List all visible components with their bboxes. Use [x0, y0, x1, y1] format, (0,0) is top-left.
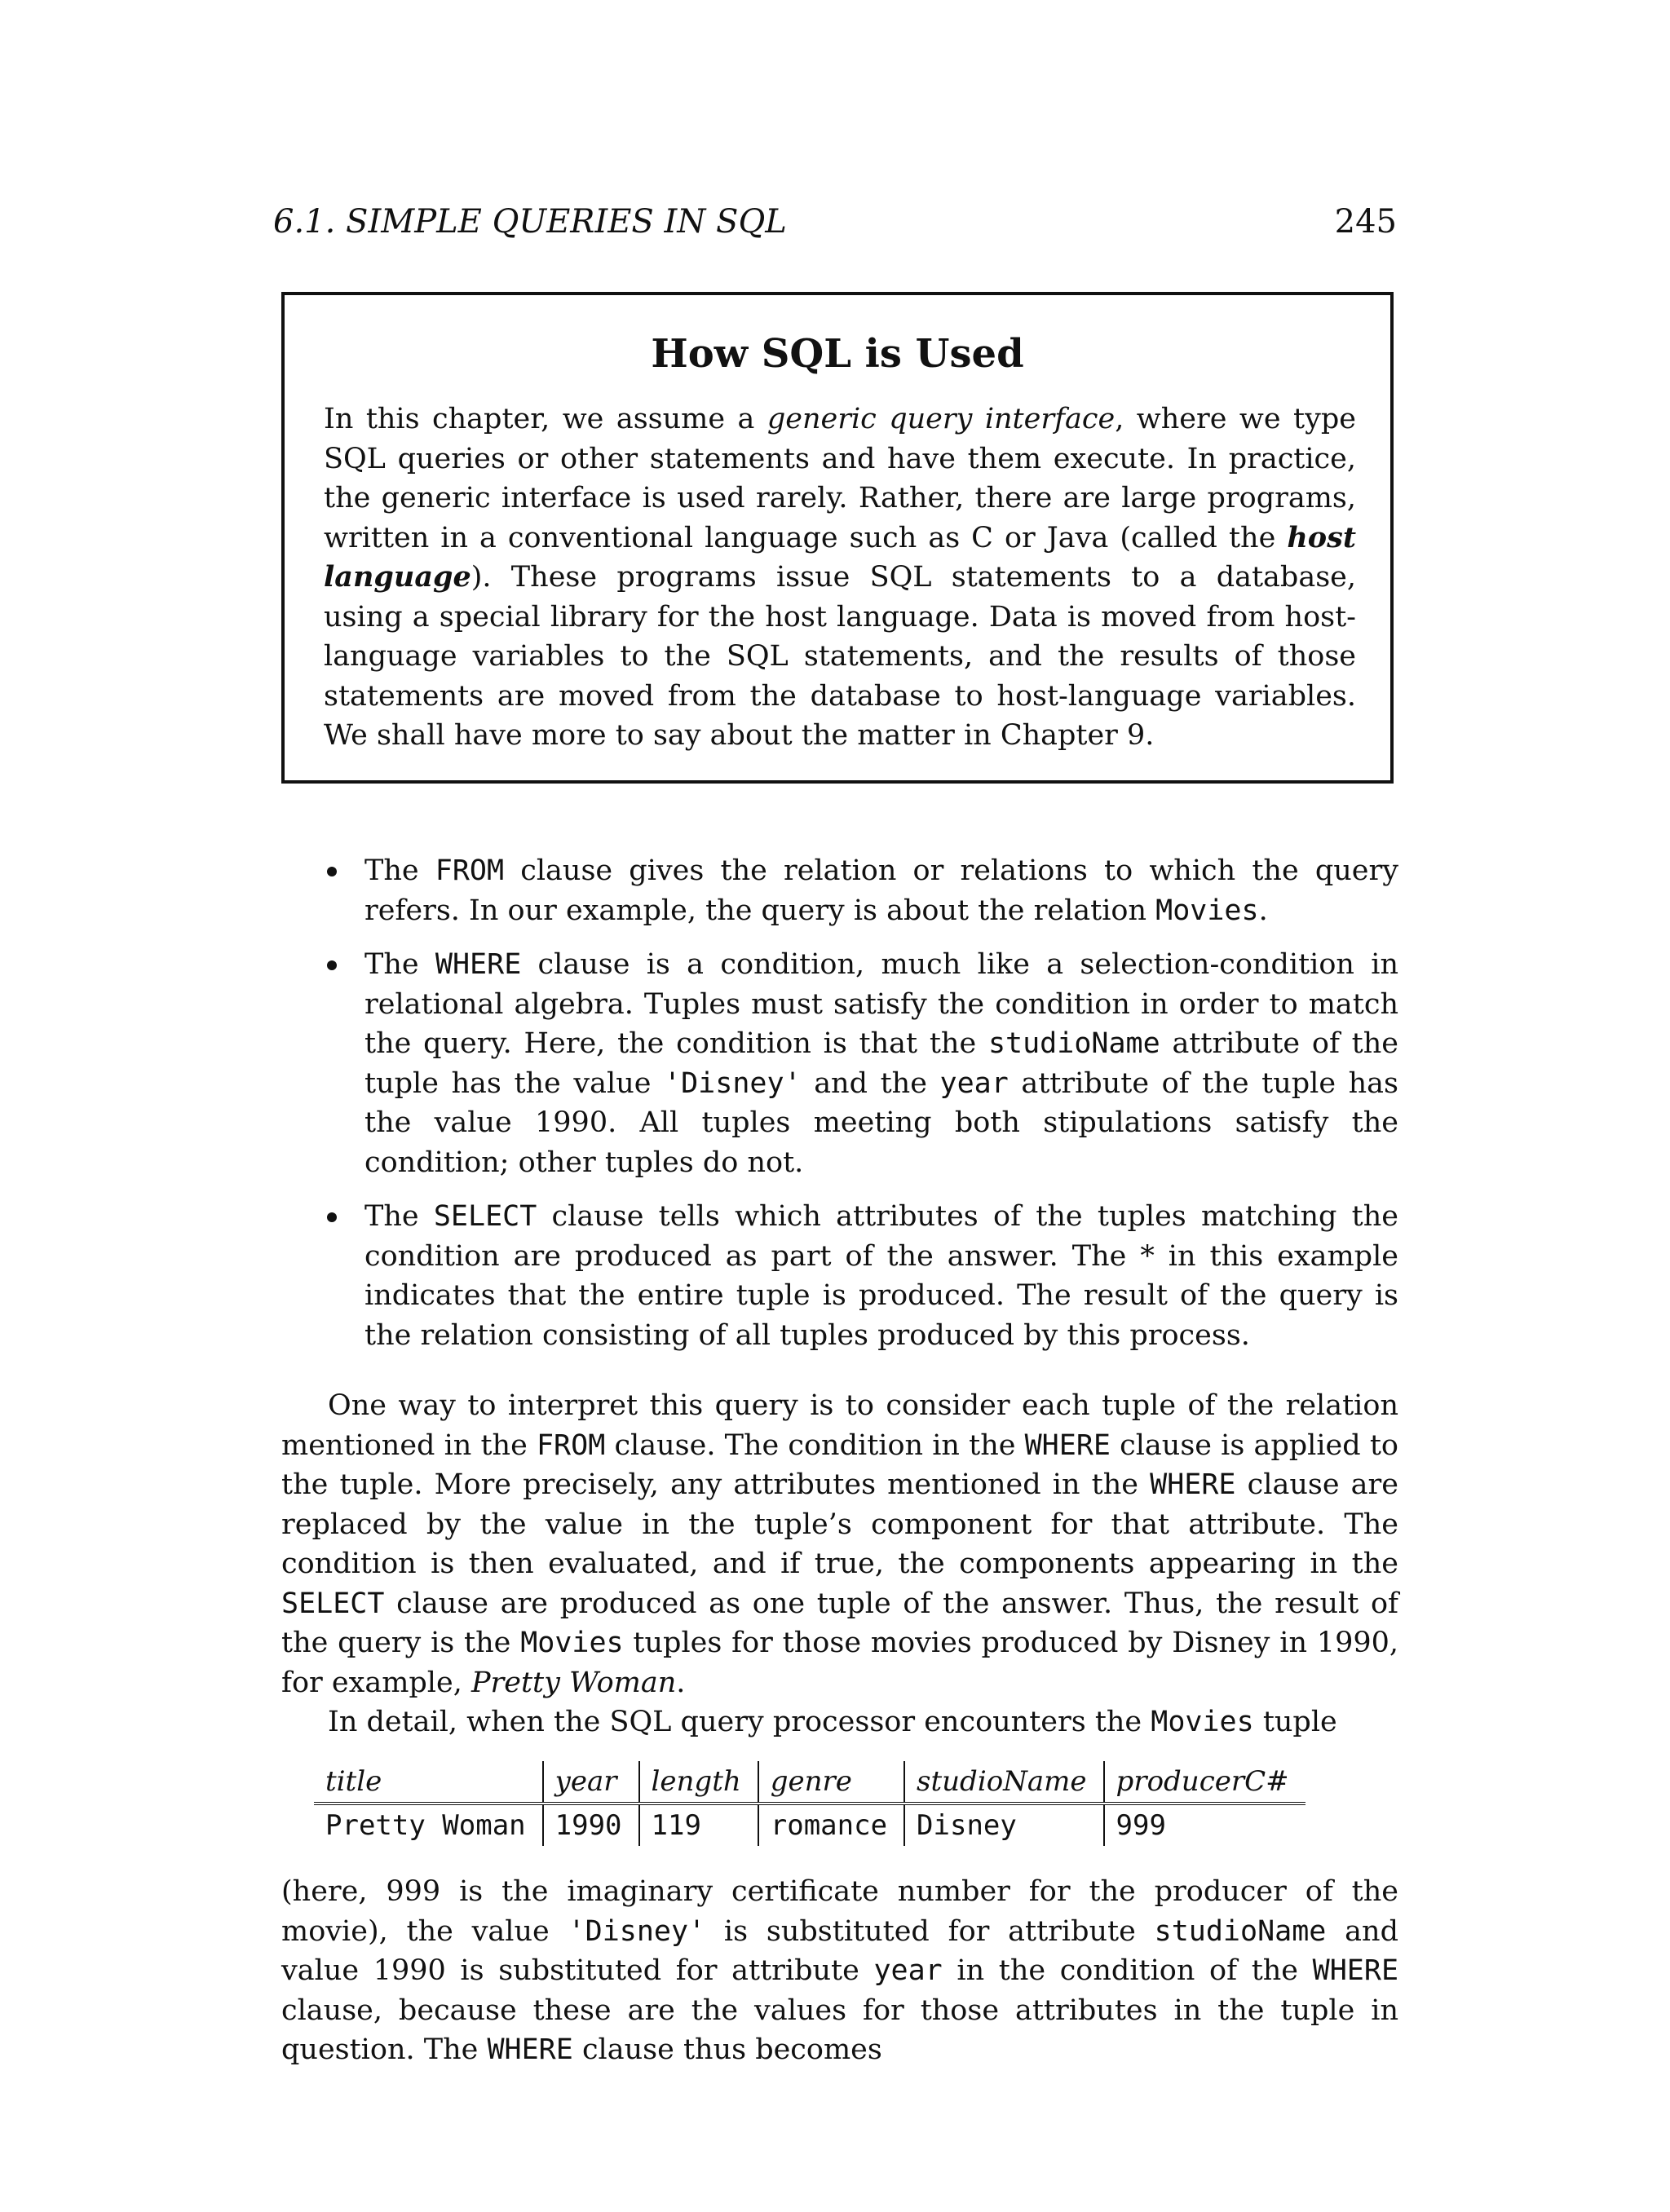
paragraph-substitution — [281, 1872, 1398, 2070]
paragraph-detail — [281, 1702, 1398, 1742]
keyword-from: FROM — [536, 1428, 606, 1462]
keyword-where: WHERE — [1312, 1954, 1399, 1987]
text-run: clause are replaced by the value in the tuple’s component for that attribute. The condition is then evaluated, and if true, the components appearing in the — [281, 1468, 1398, 1580]
text-run: . — [1258, 894, 1268, 927]
text-run: in the condition of the — [942, 1954, 1313, 1987]
running-head — [273, 202, 1398, 241]
text-run: The — [364, 854, 435, 887]
table-header-row — [314, 1761, 1306, 1804]
text-run: clause tells which attributes of the tuples matching the condition are produced as part of the answer. The — [364, 1200, 1398, 1273]
text-run: One way to interpret this query is to consider each tuple of the relation mentioned in the — [281, 1389, 1398, 1462]
paragraph-interpretation — [281, 1386, 1398, 1702]
text-run: attribute of the tuple has the value — [364, 1027, 1398, 1100]
text-run: and the — [801, 1066, 940, 1100]
text-run: , where we type SQL queries or other statements and have them execute. In practice, the generic interface is used rarely. Rather, there are large programs, written in a conventional language such as C or Java (called the — [324, 403, 1356, 554]
text-run: ). These programs issue SQL statements to a database, using a special library for the host language. Data is moved from host-language variables to the SQL statements, and the results of those statements are moved from the database to host-language variables. We shall have more to say about the matter in Chapter 9. — [324, 561, 1356, 752]
text-run: in this example indicates that the entire tuple is produced. The result of the query is the relation consisting of all tuples produced by this process. — [364, 1239, 1398, 1352]
table-cell: romance — [758, 1804, 904, 1846]
bullet-select — [324, 1197, 1398, 1355]
text-run: clause thus becomes — [572, 2033, 882, 2066]
keyword-from: FROM — [435, 854, 505, 887]
table-cell: 999 — [1104, 1804, 1306, 1846]
column-header: genre — [758, 1761, 904, 1804]
text-run: is substituted for attribute — [705, 1914, 1155, 1948]
value-disney: 'Disney' — [568, 1914, 706, 1948]
term-generic-query-interface: generic query interface — [767, 403, 1116, 435]
text-run: tuples for those movies produced by Disney in 1990, for example, — [281, 1627, 1398, 1699]
page-number: 245 — [1334, 203, 1397, 241]
table-row — [314, 1804, 1306, 1846]
table-cell: Disney — [904, 1804, 1104, 1846]
star-symbol: * — [1140, 1239, 1155, 1273]
relation-movies: Movies — [1155, 894, 1259, 927]
text-run: clause is a condition, much like a selection-condition in relational algebra. Tuples must satisfy the condition in order to match the query. Here, the condition is that the — [364, 948, 1398, 1060]
table-cell: 1990 — [543, 1804, 639, 1846]
movie-title: Pretty Woman — [471, 1666, 677, 1699]
column-header: length — [639, 1761, 758, 1804]
text-run: attribute of the tuple has the value 1990. All tuples meeting both stipulations satisfy the condition; other tuples do not. — [364, 1066, 1398, 1179]
table-cell: Pretty Woman — [325, 1809, 526, 1842]
attribute-year: year — [939, 1066, 1009, 1100]
value-disney: 'Disney' — [664, 1066, 802, 1100]
sidebar-title: How SQL is Used — [651, 331, 1024, 377]
text-run: clause. The condition in the — [605, 1428, 1025, 1462]
attribute-year: year — [873, 1954, 943, 1987]
bullet-dot-icon — [327, 867, 337, 876]
text-run: In detail, when the SQL query processor encounters the — [328, 1706, 1151, 1738]
column-header: producerC# — [1104, 1761, 1306, 1804]
bullet-list — [324, 851, 1398, 1370]
column-header: studioName — [904, 1761, 1104, 1804]
text-run: . — [676, 1666, 686, 1699]
column-header: title — [314, 1761, 543, 1804]
attribute-studioname: studioName — [1154, 1914, 1327, 1948]
text-run: clause gives the relation or relations to which the query refers. In our example, the query is about the relation — [364, 854, 1398, 927]
attribute-studioname: studioName — [987, 1027, 1160, 1060]
keyword-where: WHERE — [1024, 1428, 1111, 1462]
bullet-where — [324, 945, 1398, 1182]
text-run: clause, because these are the values for those attributes in the tuple in question. The — [281, 1993, 1398, 2066]
text-run: tuple — [1253, 1706, 1337, 1738]
term-host-language: host language — [324, 520, 1356, 594]
column-header: year — [543, 1761, 639, 1804]
keyword-where: WHERE — [1150, 1468, 1236, 1501]
table-cell: 119 — [639, 1804, 758, 1846]
movies-tuple-table — [314, 1761, 1306, 1846]
text-run: clause are produced as one tuple of the answer. Thus, the result of the query is the — [281, 1587, 1398, 1659]
relation-movies: Movies — [520, 1627, 624, 1659]
sidebar-body — [324, 400, 1356, 756]
sidebar-box — [281, 292, 1394, 784]
running-head-title: 6.1. SIMPLE QUERIES IN SQL — [273, 203, 787, 241]
text-run: (here, 999 is the imaginary certificate number for the producer of the movie), the value — [281, 1875, 1398, 1948]
text-run: In this chapter, we assume a — [324, 403, 767, 435]
text-run: clause is applied to the tuple. More precisely, any attributes mentioned in the — [281, 1428, 1398, 1501]
bullet-from — [324, 851, 1398, 930]
keyword-select: SELECT — [281, 1587, 385, 1620]
keyword-where: WHERE — [487, 2033, 573, 2066]
relation-movies: Movies — [1151, 1706, 1254, 1738]
text-run: The — [364, 1200, 434, 1233]
bullet-dot-icon — [327, 1212, 337, 1222]
text-run: and value 1990 is substituted for attribute — [281, 1914, 1398, 1987]
keyword-where: WHERE — [435, 948, 522, 981]
keyword-select: SELECT — [433, 1200, 537, 1233]
bullet-dot-icon — [327, 960, 337, 970]
text-run: The — [364, 948, 435, 981]
